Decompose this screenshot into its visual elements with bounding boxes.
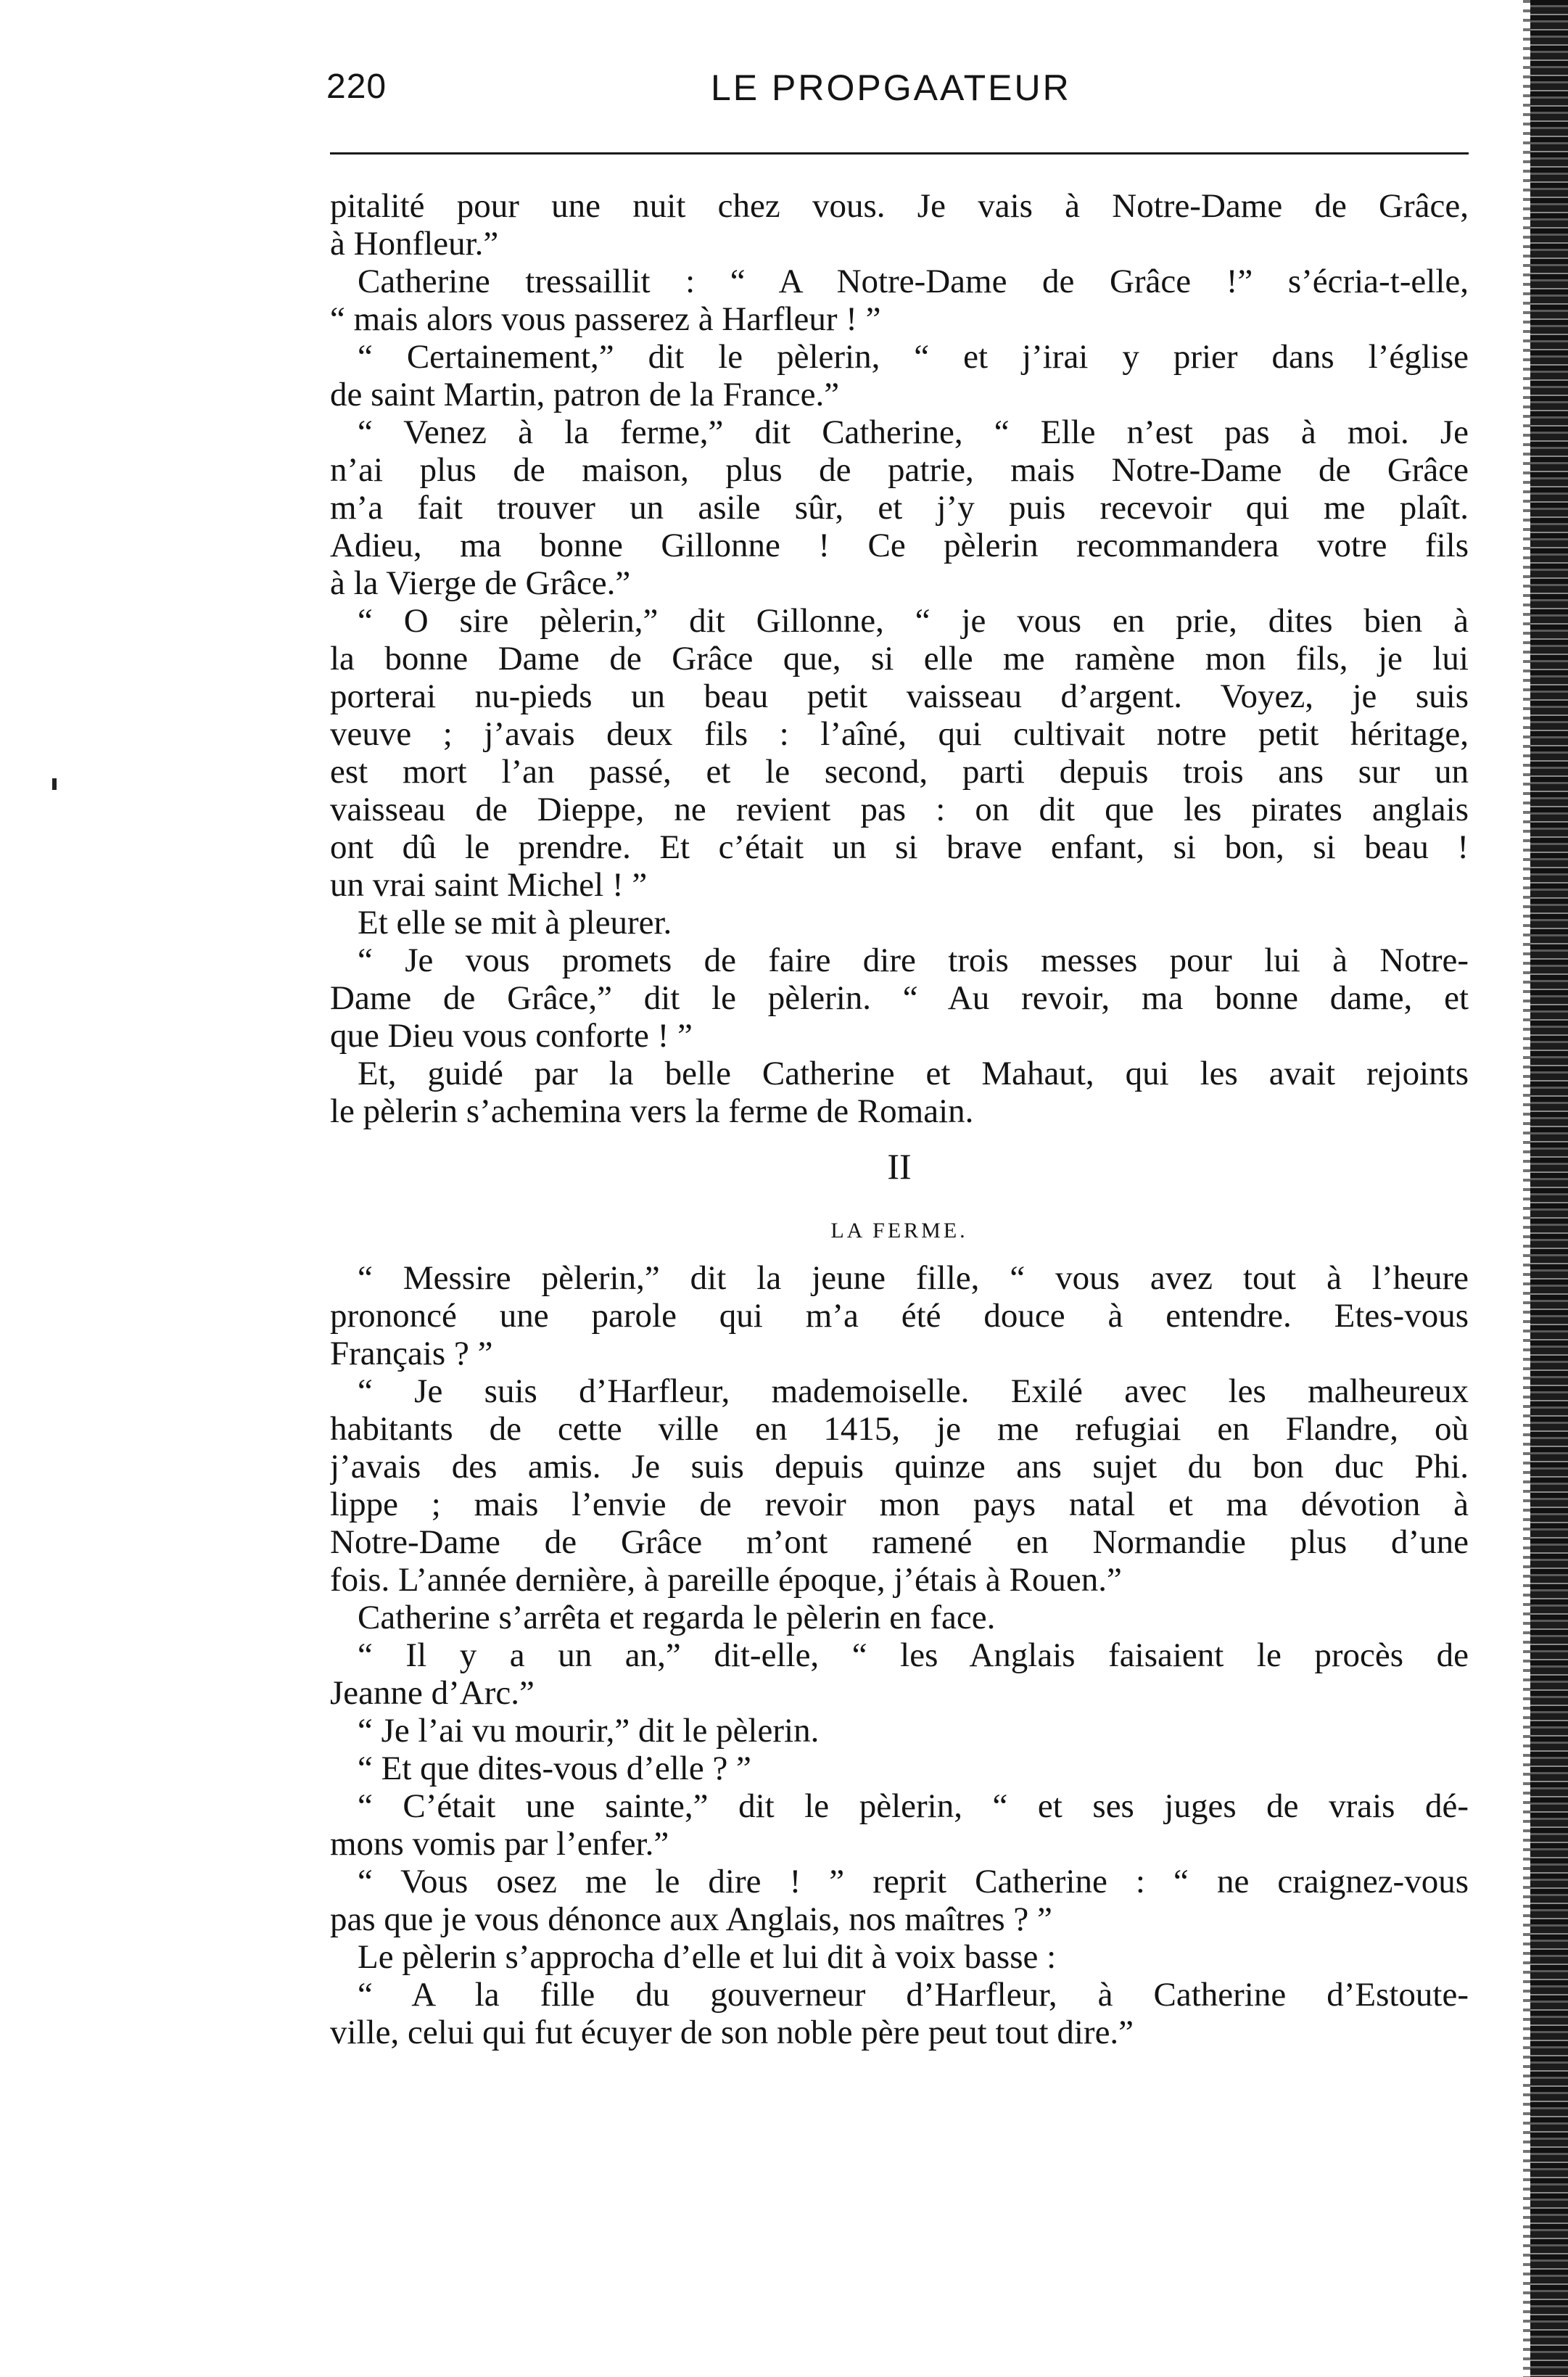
header-rule [330, 152, 1469, 155]
text-line: “ Certainement,” dit le pèlerin, “ et j’irai y prier dans l’église [358, 338, 1469, 376]
running-title: LE PROPGAATEUR [711, 67, 1071, 108]
text-line: est mort l’an passé, et le second, parti depuis trois ans sur un [330, 753, 1469, 791]
text-line: Jeanne d’Arc.” [330, 1674, 535, 1712]
text-line: Catherine tressaillit : “ A Notre-Dame de Grâce !” s’écria-t-elle, [358, 263, 1469, 300]
page-number: 220 [326, 67, 387, 106]
text-line: “ C’était une sainte,” dit le pèlerin, “ et ses juges de vrais dé- [358, 1787, 1469, 1825]
text-line: “ Je vous promets de faire dire trois messes pour lui à Notre- [358, 942, 1469, 979]
text-line: Le pèlerin s’approcha d’elle et lui dit à voix basse : [358, 1938, 1057, 1976]
text-line: la bonne Dame de Grâce que, si elle me ramène mon fils, je lui [330, 640, 1469, 677]
text-line: “ Messire pèlerin,” dit la jeune fille, “ vous avez tout à l’heure [358, 1259, 1469, 1297]
text-line: j’avais des amis. Je suis depuis quinze ans sujet du bon duc Phi. [330, 1448, 1469, 1486]
body-text [330, 187, 1469, 2051]
text-line: Et, guidé par la belle Catherine et Mahaut, qui les avait rejoints [358, 1055, 1469, 1092]
text-line: que Dieu vous conforte ! ” [330, 1017, 693, 1055]
text-line: Et elle se mit à pleurer. [358, 904, 672, 942]
text-line: un vrai saint Michel ! ” [330, 866, 648, 904]
text-line: mons vomis par l’enfer.” [330, 1825, 669, 1863]
text-line: Dame de Grâce,” dit le pèlerin. “ Au revoir, ma bonne dame, et [330, 979, 1469, 1017]
text-line: m’a fait trouver un asile sûr, et j’y puis recevoir qui me plaît. [330, 489, 1469, 527]
text-line: de saint Martin, patron de la France.” [330, 376, 840, 413]
text-line: “ O sire pèlerin,” dit Gillonne, “ je vous en prie, dites bien à [358, 602, 1469, 640]
text-line: “ Venez à la ferme,” dit Catherine, “ Elle n’est pas à moi. Je [358, 413, 1469, 451]
text-line: pitalité pour une nuit chez vous. Je vais à Notre-Dame de Grâce, [330, 187, 1469, 225]
binding-edge [1530, 0, 1568, 2377]
text-line: Notre-Dame de Grâce m’ont ramené en Normandie plus d’une [330, 1523, 1469, 1561]
text-line: à la Vierge de Grâce.” [330, 564, 631, 602]
text-line: veuve ; j’avais deux fils : l’aîné, qui cultivait notre petit héritage, [330, 715, 1469, 753]
text-line: ont dû le prendre. Et c’était un si brave enfant, si bon, si beau ! [330, 828, 1469, 866]
text-line: “ A la fille du gouverneur d’Harfleur, à Catherine d’Estoute- [358, 1976, 1469, 2014]
text-line: “ mais alors vous passerez à Harfleur ! ” [330, 300, 881, 338]
section-title: LA FERME. [830, 1219, 968, 1243]
text-line: “ Vous osez me le dire ! ” reprit Catherine : “ ne craignez-vous [358, 1863, 1469, 1900]
text-line: ville, celui qui fut écuyer de son noble père peut tout dire.” [330, 2014, 1134, 2051]
stray-ink-mark [52, 778, 57, 790]
text-line: “ Et que dites-vous d’elle ? ” [358, 1750, 751, 1787]
section-numeral: II [887, 1146, 912, 1187]
text-line: vaisseau de Dieppe, ne revient pas : on dit que les pirates anglais [330, 791, 1469, 828]
text-line: Adieu, ma bonne Gillonne ! Ce pèlerin recommandera votre fils [330, 527, 1469, 564]
text-line: le pèlerin s’achemina vers la ferme de Romain. [330, 1092, 974, 1130]
text-line: lippe ; mais l’envie de revoir mon pays natal et ma dévotion à [330, 1486, 1469, 1523]
text-line: porterai nu-pieds un beau petit vaisseau d’argent. Voyez, je suis [330, 677, 1469, 715]
text-line: “ Je l’ai vu mourir,” dit le pèlerin. [358, 1712, 820, 1750]
text-line: à Honfleur.” [330, 225, 499, 263]
text-line: habitants de cette ville en 1415, je me refugiai en Flandre, où [330, 1410, 1469, 1448]
text-line: “ Je suis d’Harfleur, mademoiselle. Exilé avec les malheureux [358, 1372, 1469, 1410]
text-line: “ Il y a un an,” dit-elle, “ les Anglais faisaient le procès de [358, 1636, 1469, 1674]
text-line: fois. L’année dernière, à pareille époque, j’étais à Rouen.” [330, 1561, 1122, 1599]
text-line: prononcé une parole qui m’a été douce à entendre. Etes-vous [330, 1297, 1469, 1335]
text-line: Français ? ” [330, 1335, 493, 1372]
page-header [326, 67, 1472, 118]
text-line: Catherine s’arrêta et regarda le pèlerin en face. [358, 1599, 996, 1636]
text-line: n’ai plus de maison, plus de patrie, mais Notre-Dame de Grâce [330, 451, 1469, 489]
text-line: pas que je vous dénonce aux Anglais, nos maîtres ? ” [330, 1900, 1052, 1938]
